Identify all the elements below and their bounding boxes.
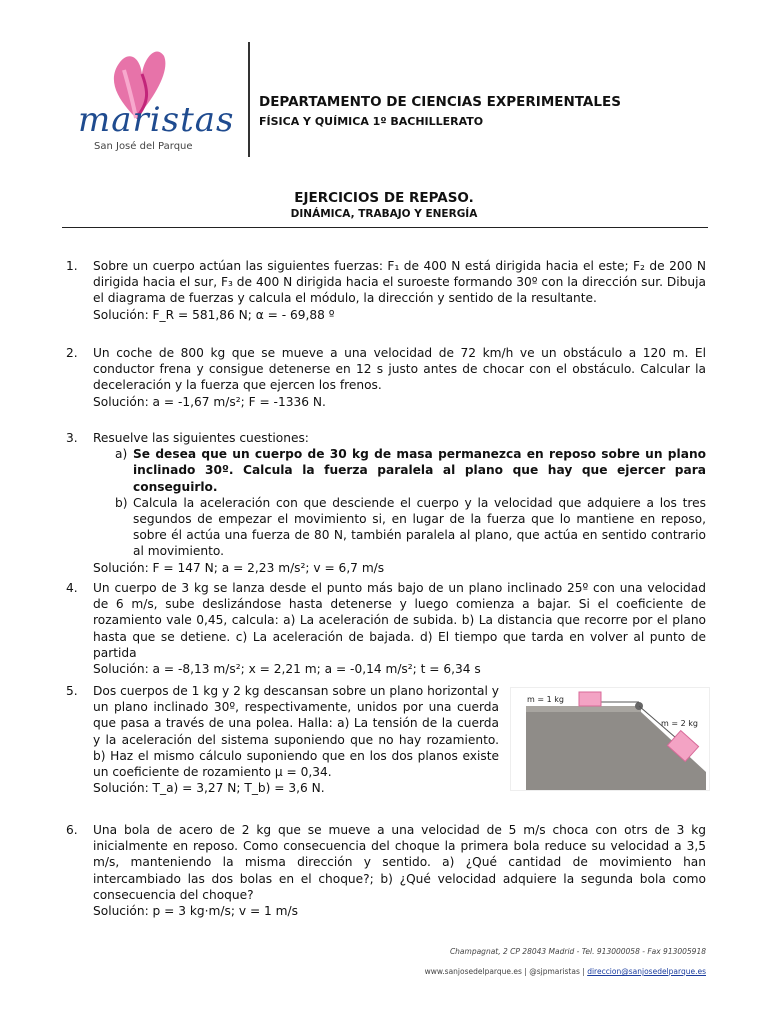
exercise-text: Sobre un cuerpo actúan las siguientes fuerzas: F₁ de 400 N está dirigida hacia el este; F₂ de 200 N dirigida hacia el sur, F₃ de 400 N dirigida hacia el suroeste formando 30º con la dirección sur. Dibuja el diagrama de fuerzas y calcula el módulo, la dirección y sentido de la resultante. (93, 259, 706, 306)
exercise-solution: Solución: p = 3 kg·m/s; v = 1 m/s (93, 904, 298, 919)
label-mass-1: m = 1 kg (527, 695, 564, 704)
part-text: Calcula la aceleración con que desciende el cuerpo y la velocidad que adquiere a los tres segundos de empezar el movimiento si, en lugar de la fuerza que lo mantiene en reposo, sobre él actúa una fuerza de 80 N, también paralela al plano, que actúa en sentido contrario al movimiento. (133, 495, 706, 559)
logo-subtitle: San José del Parque (94, 141, 193, 152)
exercise-number: 1. (66, 259, 78, 273)
exercise-text: Un cuerpo de 3 kg se lanza desde el punto más bajo de un plano inclinado 25º con una velocidad de 6 m/s, sube deslizándose hasta detenerse y luego comienza a bajar. Si el coeficiente de rozamiento vale 0,45, calcula: a) La aceleración de subida. b) La distancia que recorre por el plano hasta que se detiene. c) La aceleración de bajada. d) El tiempo que tarda en volver al punto de partida (93, 581, 706, 660)
exercise-number: 2. (66, 346, 78, 360)
footer-email-link[interactable]: direccion@sanjosedelparque.es (587, 967, 706, 976)
page-subtitle: DINÁMICA, TRABAJO Y ENERGÍA (290, 208, 478, 220)
part-letter: a) (115, 447, 128, 462)
part-letter: b) (115, 495, 128, 510)
header-divider (248, 42, 250, 157)
page-title: EJERCICIOS DE REPASO. (294, 190, 474, 206)
exercise-solution: Solución: F_R = 581,86 N; α = - 69,88 º (93, 307, 335, 322)
exercise-solution: Solución: a = -8,13 m/s²; x = 2,21 m; a = -0,14 m/s²; t = 6,34 s (93, 662, 481, 677)
exercise-text: Resuelve las siguientes cuestiones: (93, 431, 309, 445)
exercise-part-b (93, 495, 706, 560)
exercise-text: Una bola de acero de 2 kg que se mueve a una velocidad de 5 m/s choca con otrs de 3 kg inicialmente en reposo. Como consecuencia del choque la primera bola reduce su velocidad a 3,5 m/s, manteniendo la misma dirección y sentido. a) ¿Qué cantidad de movimiento han intercambiado las dos bolas en el choque?; b) ¿Qué velocidad adquiere la segunda bola como consecuencia del choque? (93, 823, 706, 902)
label-mass-2: m = 2 kg (661, 719, 698, 728)
part-text: Se desea que un cuerpo de 30 kg de masa permanezca en reposo sobre un plano inclinado 30º. Calcula la fuerza paralela al plano que hay que ejercer para conseguirlo. (133, 447, 706, 494)
exercise-part-a (93, 446, 706, 495)
exercise-number: 5. (66, 684, 78, 698)
footer-web: www.sanjosedelparque.es | @sjpmaristas | (424, 967, 585, 976)
exercise-1 (66, 258, 706, 323)
exercise-number: 3. (66, 431, 78, 445)
logo-wordmark: maristas (78, 100, 235, 140)
department-title: DEPARTAMENTO DE CIENCIAS EXPERIMENTALES (259, 94, 621, 110)
exercise-solution: Solución: F = 147 N; a = 2,23 m/s²; v = 6,7 m/s (93, 560, 385, 575)
exercise-2 (66, 345, 706, 410)
exercise-6 (66, 822, 706, 919)
block-1kg (579, 692, 601, 706)
course-title: FÍSICA Y QUÍMICA 1º BACHILLERATO (259, 115, 484, 128)
exercise-text: Un coche de 800 kg que se mueve a una velocidad de 72 km/h ve un obstáculo a 120 m. El conductor frena y consigue detenerse en 12 s justo antes de chocar con el obstáculo. Calcular la deceleración y la fuerza que ejercen los frenos. (93, 346, 706, 393)
exercise-4 (66, 580, 706, 677)
inclined-plane-figure (510, 687, 710, 791)
exercise-5 (66, 683, 499, 796)
footer-address: Champagnat, 2 CP 28043 Madrid - Tel. 913000058 - Fax 913005918 (449, 947, 706, 956)
exercise-text: Dos cuerpos de 1 kg y 2 kg descansan sobre un plano horizontal y un plano inclinado 30º, respectivamente, unidos por una cuerda que pasa a través de una polea. Halla: a) La tensión de la cuerda y la aceleración del sistema suponiendo que no hay rozamiento. b) Haz el mismo cálculo suponiendo que en los dos planos existe un coeficiente de rozamiento μ = 0,34. (93, 684, 499, 780)
exercise-number: 6. (66, 823, 78, 837)
exercise-3 (66, 430, 706, 576)
exercise-solution: Solución: T_a) = 3,27 N; T_b) = 3,6 N. (93, 781, 325, 796)
footer-contact (425, 967, 706, 976)
exercise-number: 4. (66, 581, 78, 595)
exercise-solution: Solución: a = -1,67 m/s²; F = -1336 N. (93, 394, 326, 409)
title-rule (62, 227, 708, 228)
